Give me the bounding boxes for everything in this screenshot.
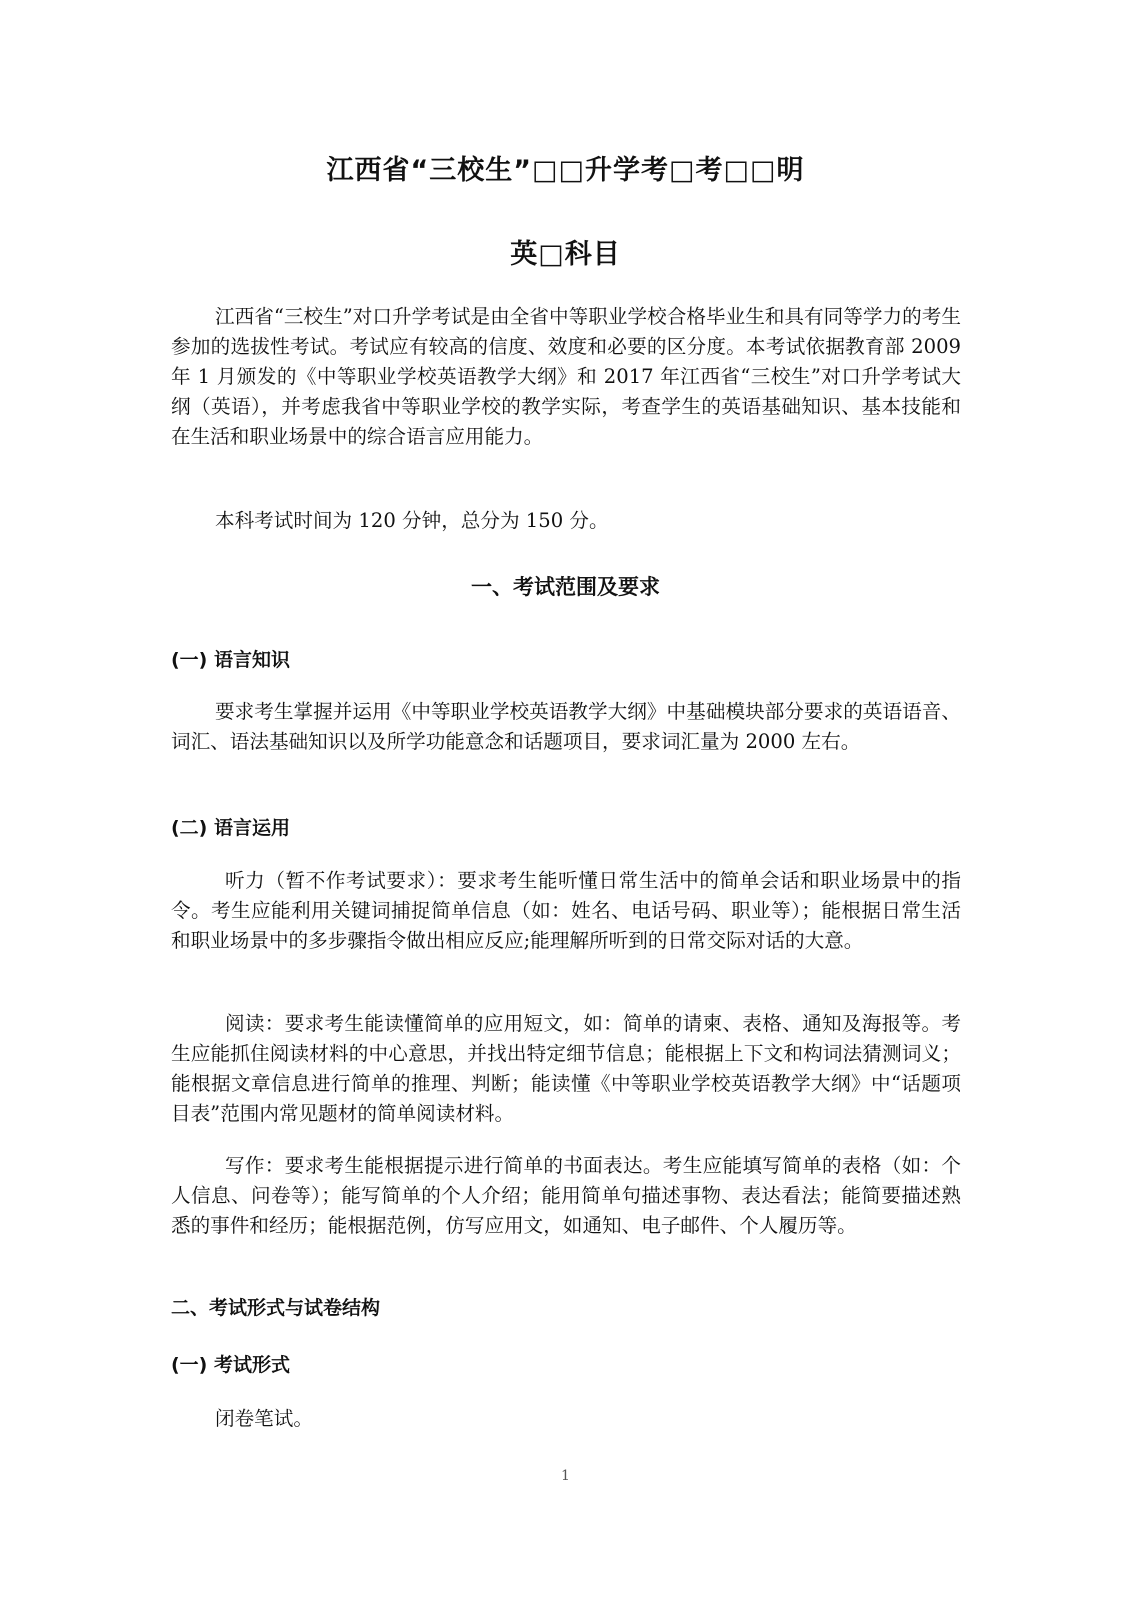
- subject-title: 英□科目: [510, 239, 621, 270]
- section-1-sub-1-heading: (一) 语言知识: [171, 649, 290, 671]
- exam-form-paragraph: 闭卷笔试。: [215, 1407, 313, 1430]
- page-number: 1: [561, 1468, 570, 1484]
- document-title: 江西省“三校生”□□升学考□考□□明: [326, 155, 805, 186]
- intro-paragraph: 江西省“三校生”对口升学考试是由全省中等职业学校合格毕业生和具有同等学力的考生参加的选拔性考试。考试应有较高的信度、效度和必要的区分度。本考试依据教育部 2009 年 1 月颁发的《中等职业学校英语教学大纲》和 2017 年江西省“三校生”对口升学考试大纲（英语），并考虑我省中等职业学校的教学实际，考查学生的英语基础知识、基本技能和在生活和职业场景中的综合语言应用能力。: [171, 305, 961, 448]
- section-2-heading: 二、考试形式与试卷结构: [171, 1297, 381, 1319]
- writing-paragraph: 写作：要求考生能根据提示进行简单的书面表达。考生应能填写简单的表格（如：个人信息、问卷等）；能写简单的个人介绍；能用简单句描述事物、表达看法；能简要描述熟悉的事件和经历；能根据范例，仿写应用文，如通知、电子邮件、个人履历等。: [171, 1154, 961, 1237]
- section-2-sub-1-heading: (一) 考试形式: [171, 1354, 290, 1376]
- duration-paragraph: 本科考试时间为 120 分钟，总分为 150 分。: [215, 509, 609, 532]
- listening-paragraph: 听力（暂不作考试要求）：要求考生能听懂日常生活中的简单会话和职业场景中的指令。考生应能利用关键词捕捉简单信息（如：姓名、电话号码、职业等）；能根据日常生活和职业场景中的多步骤指令做出相应反应;能理解所听到的日常交际对话的大意。: [171, 869, 961, 952]
- section-1-sub-2-heading: (二) 语言运用: [171, 817, 290, 839]
- language-knowledge-paragraph: 要求考生掌握并运用《中等职业学校英语教学大纲》中基础模块部分要求的英语语音、词汇、语法基础知识以及所学功能意念和话题项目，要求词汇量为 2000 左右。: [171, 700, 961, 753]
- section-1-heading: 一、考试范围及要求: [471, 575, 660, 599]
- reading-paragraph: 阅读：要求考生能读懂简单的应用短文，如：简单的请柬、表格、通知及海报等。考生应能抓住阅读材料的中心意思，并找出特定细节信息；能根据上下文和构词法猜测词义；能根据文章信息进行简单的推理、判断；能读懂《中等职业学校英语教学大纲》中“话题项目表”范围内常见题材的简单阅读材料。: [171, 1012, 961, 1125]
